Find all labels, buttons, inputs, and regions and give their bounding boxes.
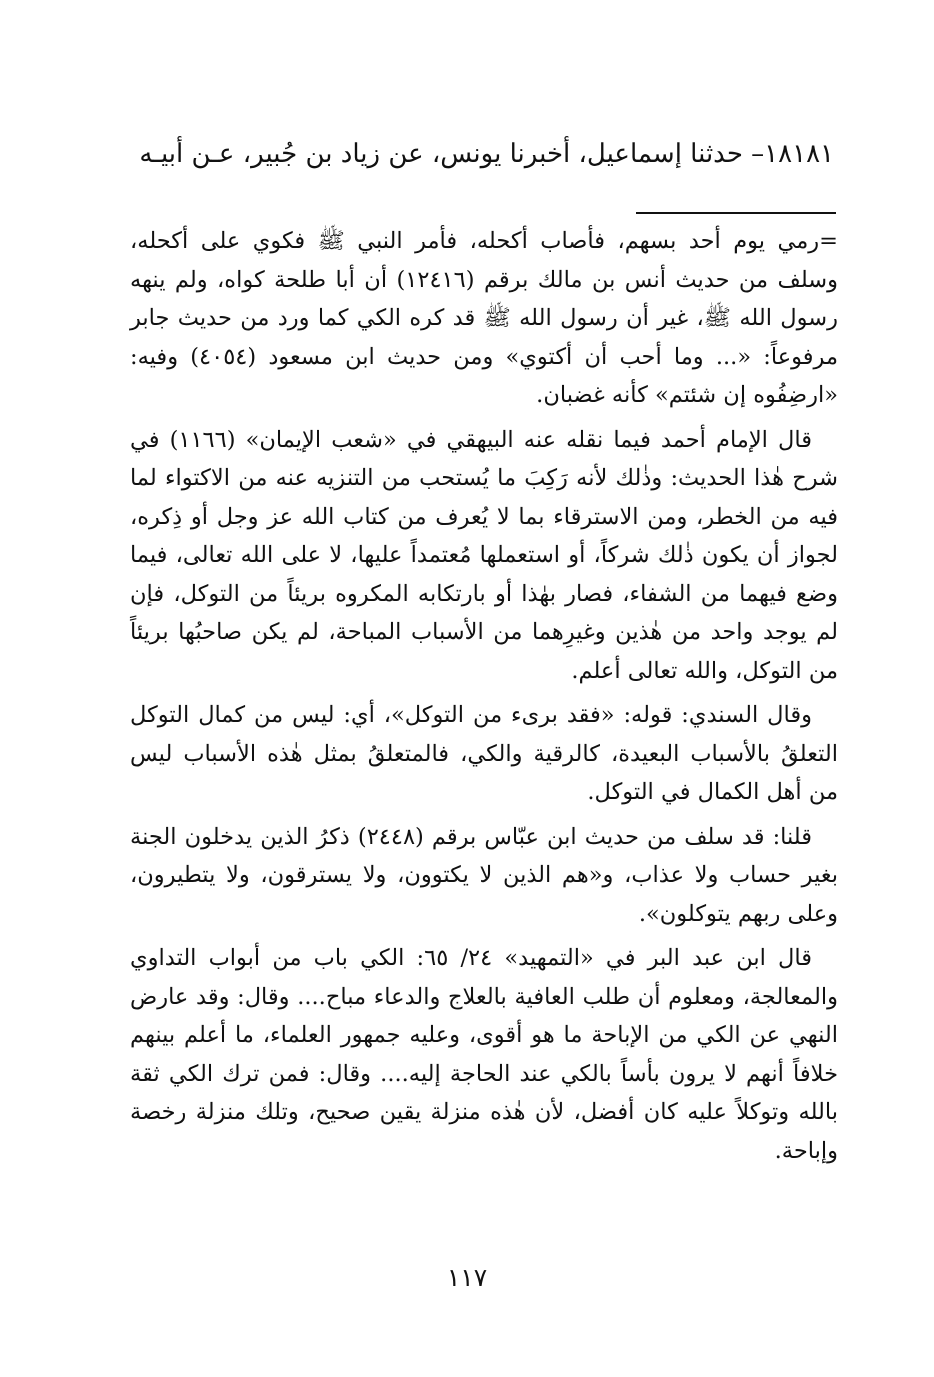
footnote-paragraph: قلنا: قد سلف من حديث ابن عبّاس برقم (٢٤٤٨) ذكرُ الذين يدخلون الجنة بغير حساب ولا عذاب، و«هم الذين لا يكتوون، ولا يسترقون، ولا يتطيرون، وعلى ربهم يتوكلون».: [130, 823, 838, 927]
page-number: ١١٧: [446, 1263, 488, 1292]
page-body: [130, 128, 838, 1176]
footnotes: [130, 222, 838, 1170]
footnote-separator: [636, 212, 836, 214]
footnote-paragraph: =رمي يوم أحد بسهم، فأصاب أكحله، فأمر النبي ﷺ فكوي على أكحله، وسلف من حديث أنس بن مالك برقم (١٢٤١٦) أن أبا طلحة كواه، ولم ينهه رسول الله ﷺ، غير أن رسول الله ﷺ قد كره الكي كما ورد من حديث جابر مرفوعاً: «... وما أحب أن أكتوي» ومن حديث ابن مسعود (٤٠٥٤) وفيه: «ارضِفُوه إن شئتم» كأنه غضبان.: [130, 228, 838, 408]
hadith-text: ١٨١٨١– حدثنا إسماعيل، أخبرنا يونس، عن زياد بن جُبير، عـن أبيـه: [139, 139, 834, 169]
footnote-paragraph: قال الإمام أحمد فيما نقله عنه البيهقي في «شعب الإيمان» (١١٦٦) في شرح هٰذا الحديث: وذٰلك لأنه رَكِبَ ما يُستحب من التنزيه عنه من الاكتواء لما فيه من الخطر، ومن الاسترقاء بما لا يُعرف من كتاب الله عز وجل أو ذِكره، لجواز أن يكون ذٰلك شركاً، أو استعملها مُعتمداً عليها، لا على الله تعالى، فيما وضع فيهما من الشفاء، فصار بهٰذا أو بارتكابه المكروه بريئاً من التوكل، فإن لم يوجد واحد من هٰذين وغيرِهما من الأسباب المباحة، لم يكن صاحبُها بريئاً من التوكل، والله تعالى أعلم.: [130, 426, 838, 684]
footnote-paragraph: قال ابن عبد البر في «التمهيد» ٢٤/ ٦٥: الكي باب من أبواب التداوي والمعالجة، ومعلوم أن طلب العافية بالعلاج والدعاء مباح.... وقال: وقد عارض النهي عن الكي من الإباحة ما هو أقوى، وعليه جمهور العلماء، ما أعلم بينهم خلافاً أنهم لا يرون بأساً بالكي عند الحاجة إليه.... وقال: فمن ترك الكي ثقة بالله وتوكلاً عليه كان أفضل، لأن هٰذه منزلة يقين صحيح، وتلك منزلة رخصة وإباحة.: [130, 945, 838, 1164]
footnote-paragraph: وقال السندي: قوله: «فقد برىء من التوكل»، أي: ليس من كمال التوكل التعلقُ بالأسباب البعيدة، كالرقية والكي، فالمتعلقُ بمثل هٰذه الأسباب ليس من أهل الكمال في التوكل.: [130, 702, 838, 805]
